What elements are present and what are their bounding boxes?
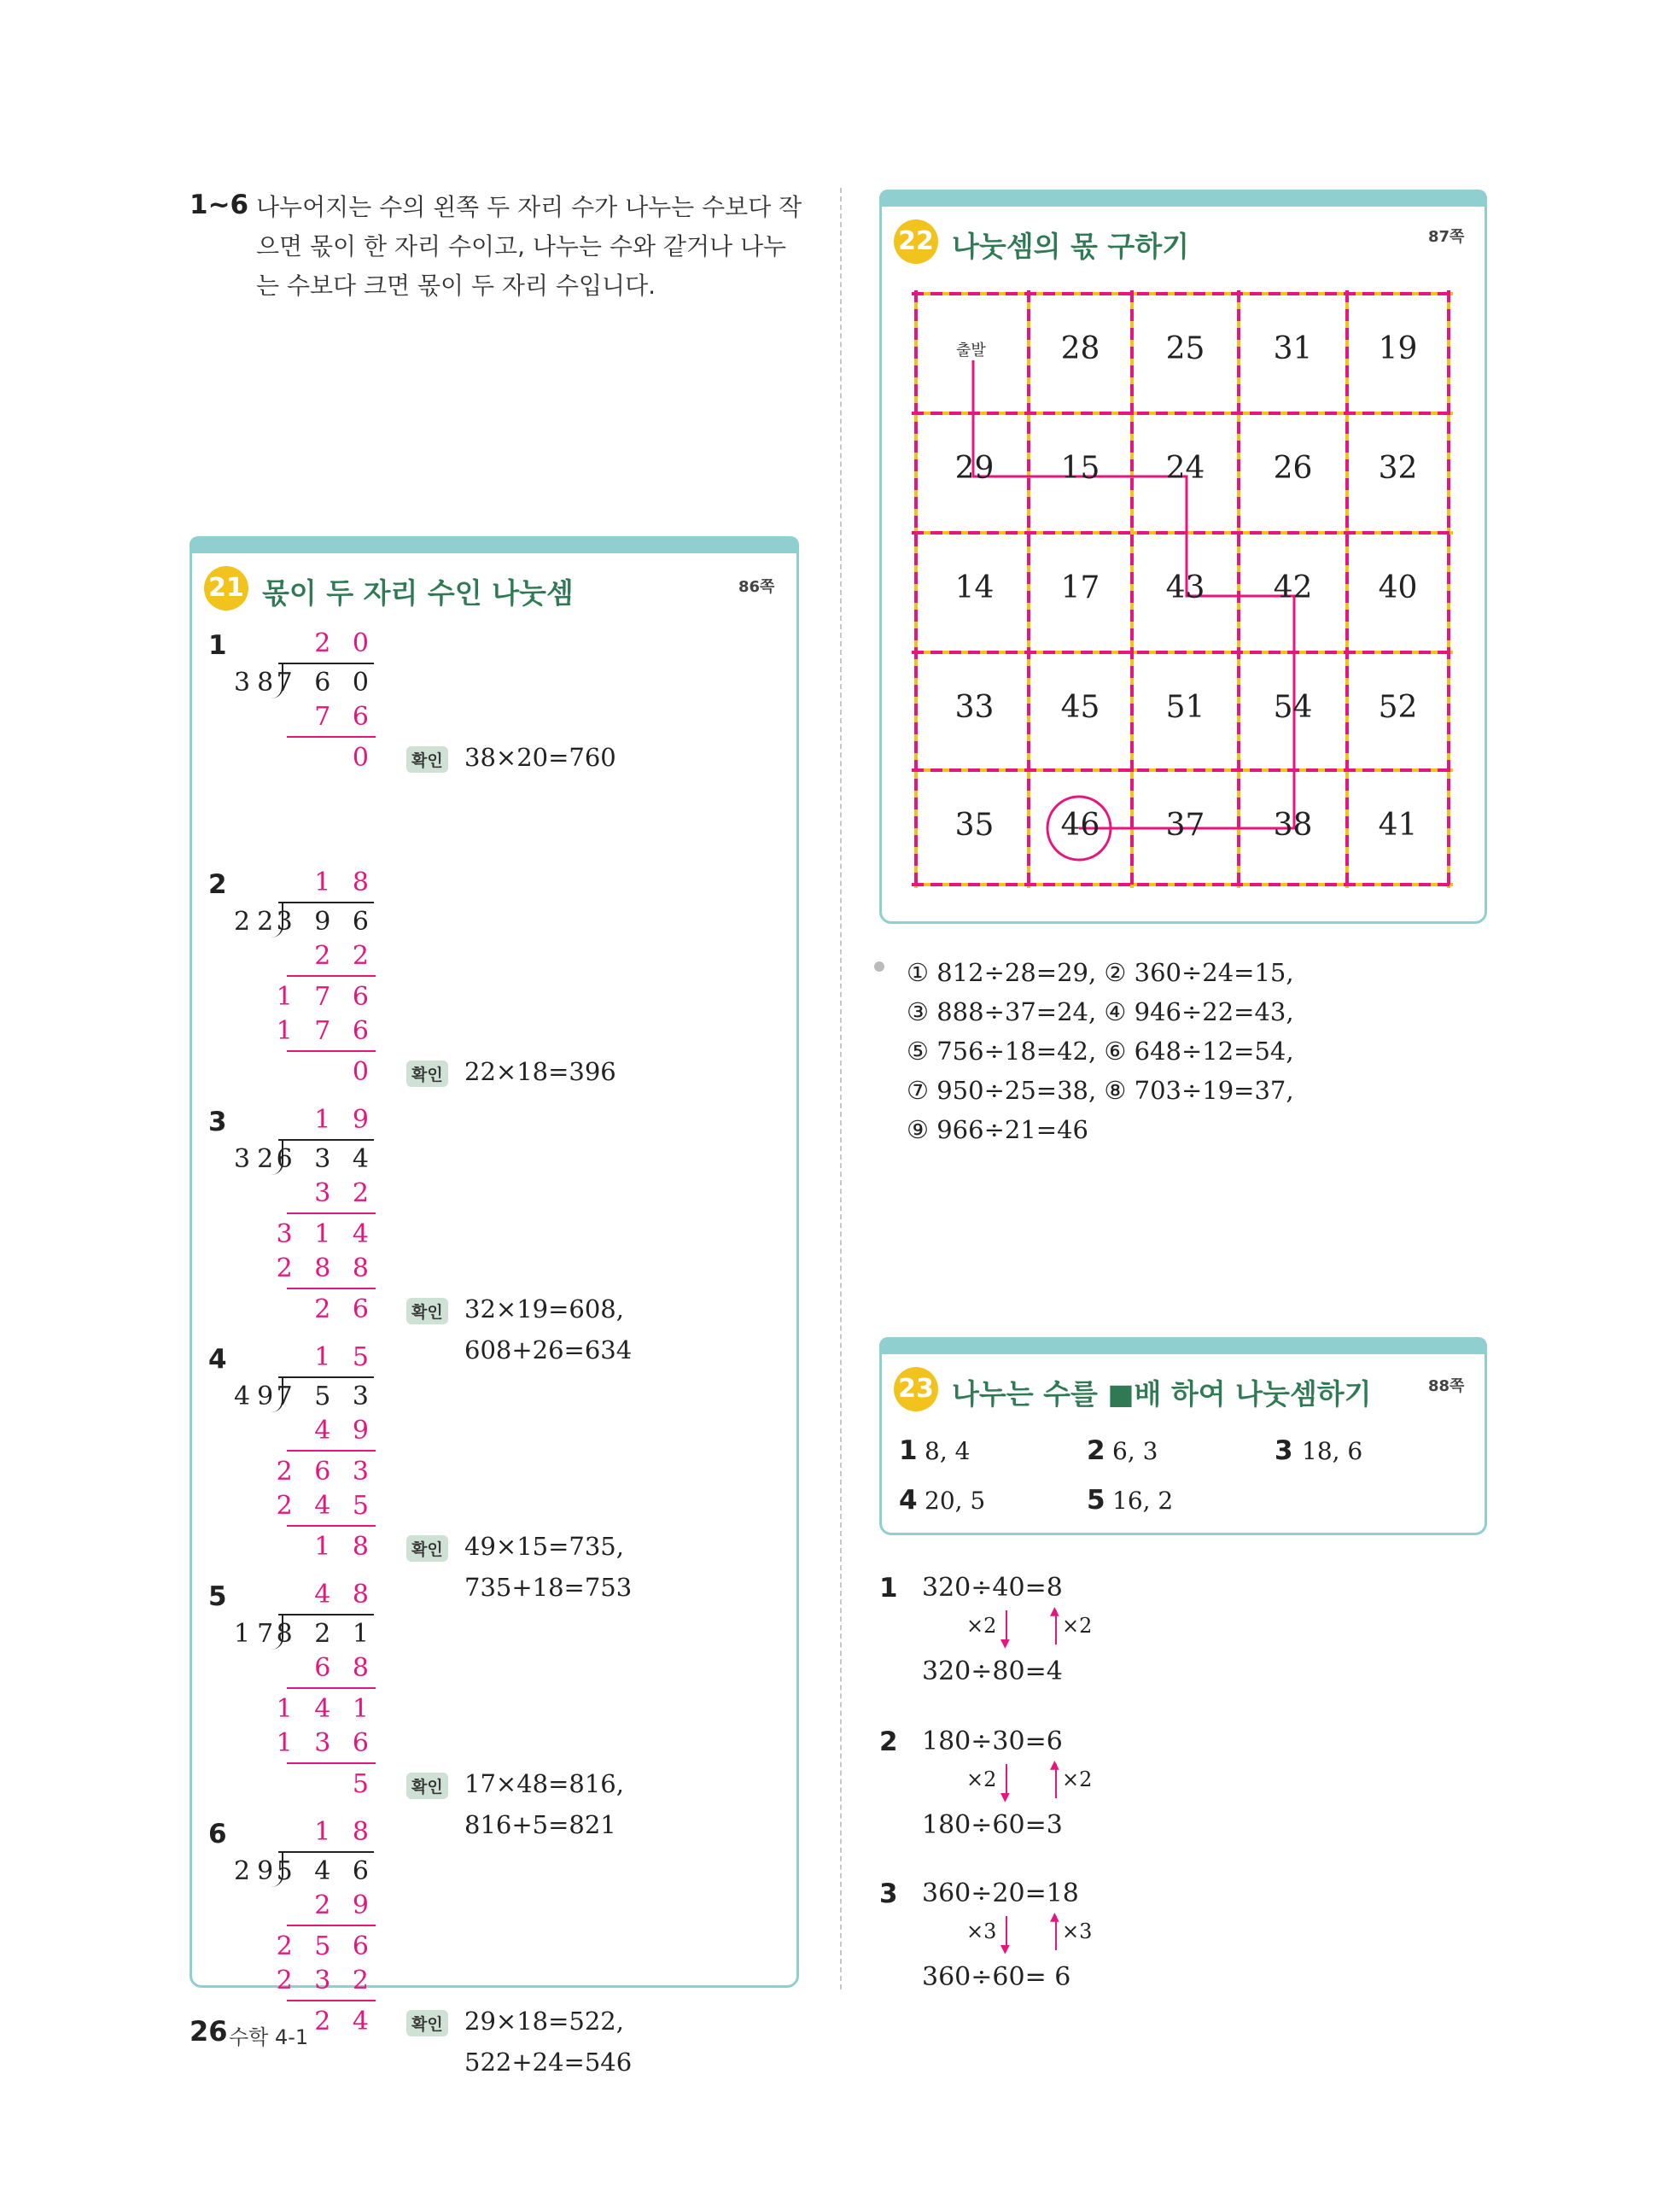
check-badge: 확인 — [406, 1773, 448, 1799]
dividend: 8 2 1 — [276, 1619, 376, 1649]
section-badge: 23 — [894, 1367, 938, 1411]
work-step: 5 — [352, 1769, 376, 1799]
division-bar — [278, 1376, 374, 1378]
quotient: 4 8 — [314, 1580, 376, 1610]
work-step: 0 — [352, 743, 376, 773]
example-top-equation: 180÷30=6 — [922, 1727, 1063, 1756]
answer-line: ⑦ 950÷25=38, ⑧ 703÷19=37, — [907, 1076, 1294, 1105]
work-step: 1 7 6 — [276, 982, 376, 1012]
maze-cell-number: 14 — [954, 570, 995, 605]
work-step: 2 4 — [314, 2007, 376, 2036]
work-step: 2 2 — [314, 941, 376, 971]
maze-cell-number: 25 — [1165, 331, 1205, 366]
step-line — [287, 975, 376, 977]
maze-cell-number: 29 — [954, 451, 995, 486]
right-multiplier: ×2 — [1062, 1767, 1093, 1791]
maze-cell-number: 51 — [1165, 690, 1205, 725]
example-bottom-equation: 360÷60= 6 — [922, 1962, 1071, 1992]
maze-answer-list — [879, 953, 1294, 1149]
step-line — [287, 1762, 376, 1764]
maze-cell-number: 41 — [1378, 808, 1418, 843]
check-equation: 17×48=816, — [464, 1769, 624, 1798]
section-badge: 21 — [204, 566, 248, 611]
arrowhead-down-icon: ▼ — [1000, 1943, 1010, 1956]
step-line — [287, 1687, 376, 1689]
answer-value: 18, 6 — [1302, 1437, 1363, 1465]
step-line — [287, 1450, 376, 1452]
example-bottom-equation: 180÷60=3 — [922, 1810, 1063, 1840]
example-number: 3 — [879, 1878, 898, 1909]
right-multiplier: ×3 — [1062, 1919, 1093, 1943]
dividend: 3 9 6 — [276, 907, 376, 937]
column-divider — [840, 188, 842, 1989]
maze-cell-number: 17 — [1060, 570, 1100, 605]
step-line — [287, 736, 376, 738]
arrowhead-up-icon: ▲ — [1050, 1604, 1059, 1618]
example-number: 1 — [879, 1573, 898, 1604]
page-subject: 수학 4-1 — [229, 2025, 309, 2049]
work-step: 1 7 6 — [276, 1016, 376, 1046]
check-equation: 32×19=608, — [464, 1294, 624, 1323]
quotient: 1 9 — [314, 1105, 376, 1135]
answer-number: 3 — [1275, 1435, 1293, 1466]
problem-number: 6 — [208, 1819, 227, 1849]
example-top-equation: 360÷20=18 — [922, 1878, 1079, 1908]
page-number: 26 — [190, 2015, 228, 2048]
division-bar — [278, 663, 374, 664]
step-line — [287, 1212, 376, 1214]
example-top-equation: 320÷40=8 — [922, 1573, 1063, 1603]
work-step: 2 5 6 — [276, 1931, 376, 1961]
maze-cell-number: 33 — [954, 690, 995, 725]
work-step: 2 4 5 — [276, 1491, 376, 1521]
maze-cell-number: 28 — [1060, 331, 1100, 366]
arrowhead-up-icon: ▲ — [1050, 1910, 1059, 1924]
example-bottom-equation: 320÷80=4 — [922, 1656, 1063, 1686]
work-step: 4 9 — [314, 1416, 376, 1446]
work-step: 2 6 3 — [276, 1457, 376, 1487]
check-badge: 확인 — [406, 1060, 448, 1087]
maze-cell-number: 37 — [1165, 808, 1205, 843]
divisor: 29 — [234, 1856, 281, 1886]
work-step: 1 3 6 — [276, 1728, 376, 1758]
quotient: 1 8 — [314, 868, 376, 897]
answer-value: 20, 5 — [925, 1487, 986, 1515]
answer-value: 16, 2 — [1112, 1487, 1174, 1515]
box-header-bar — [879, 1337, 1487, 1354]
maze-cell-number: 19 — [1378, 331, 1418, 366]
step-line — [287, 1288, 376, 1289]
answer-line: ① 812÷28=29, ② 360÷24=15, — [907, 958, 1294, 987]
check-equation: 38×20=760 — [464, 743, 616, 772]
right-multiplier: ×2 — [1062, 1614, 1093, 1638]
start-label: 출발 — [956, 342, 986, 359]
work-step: 2 9 — [314, 1890, 376, 1920]
section-23-box — [879, 1337, 1487, 1535]
problem-number: 3 — [208, 1107, 227, 1137]
answer-number: 4 — [899, 1485, 918, 1516]
work-step: 3 2 — [314, 1178, 376, 1208]
quotient: 1 8 — [314, 1817, 376, 1847]
section-title: 나눗셈의 몫 구하기 — [952, 230, 1190, 263]
problem-number: 4 — [208, 1344, 227, 1375]
dividend: 7 6 0 — [276, 668, 376, 698]
work-step: 3 1 4 — [276, 1219, 376, 1249]
check-equation: 49×15=735, — [464, 1532, 624, 1561]
check-equation: 735+18=753 — [464, 1573, 633, 1602]
answer-number: 2 — [1087, 1435, 1105, 1466]
box-header-bar — [879, 190, 1487, 207]
problem-number: 2 — [208, 869, 227, 900]
answer-line: ⑤ 756÷18=42, ⑥ 648÷12=54, — [907, 1037, 1294, 1066]
section-title: 나누는 수를 ■배 하여 나눗셈하기 — [952, 1377, 1372, 1411]
divisor: 22 — [234, 907, 281, 937]
division-maze — [912, 290, 1453, 888]
quotient: 1 5 — [314, 1342, 376, 1372]
divisor: 32 — [234, 1144, 281, 1174]
section-badge: 22 — [894, 219, 938, 264]
check-equation: 816+5=821 — [464, 1810, 616, 1839]
intro-range: 1~6 — [190, 190, 249, 220]
work-step: 2 3 2 — [276, 1966, 376, 1995]
page-reference: 87쪽 — [1428, 228, 1465, 246]
division-bar — [278, 1851, 374, 1853]
maze-cell-number: 26 — [1273, 451, 1313, 486]
left-multiplier: ×3 — [966, 1919, 997, 1943]
check-equation: 29×18=522, — [464, 2007, 624, 2036]
box-header-bar — [190, 536, 799, 553]
section-title: 몫이 두 자리 수인 나눗셈 — [262, 576, 574, 610]
check-badge: 확인 — [406, 746, 448, 773]
step-line — [287, 1050, 376, 1052]
arrowhead-down-icon: ▼ — [1000, 1791, 1010, 1804]
check-equation: 608+26=634 — [464, 1335, 633, 1364]
check-badge: 확인 — [406, 1298, 448, 1324]
dividend: 7 5 3 — [276, 1382, 376, 1411]
answer-value: 8, 4 — [925, 1437, 971, 1465]
maze-cell-number: 32 — [1378, 451, 1418, 486]
check-equation: 22×18=396 — [464, 1057, 616, 1086]
divisor: 49 — [234, 1382, 281, 1411]
check-badge: 확인 — [406, 2010, 448, 2036]
quotient: 2 0 — [314, 628, 376, 658]
maze-cell-number: 38 — [1273, 808, 1313, 843]
maze-cell-number: 24 — [1165, 451, 1205, 486]
step-line — [287, 1925, 376, 1926]
maze-cell-number: 35 — [954, 808, 995, 843]
arrowhead-down-icon: ▼ — [1000, 1637, 1010, 1651]
maze-cell-number: 43 — [1165, 570, 1205, 605]
work-step: 0 — [352, 1057, 376, 1087]
division-bar — [278, 1139, 374, 1141]
dividend: 5 4 6 — [276, 1856, 376, 1886]
step-line — [287, 1525, 376, 1527]
answer-number: 1 — [899, 1435, 918, 1466]
arrowhead-up-icon: ▲ — [1050, 1758, 1059, 1772]
division-bar — [278, 1614, 374, 1615]
maze-cell-number: 42 — [1273, 570, 1313, 605]
answer-line: ⑨ 966÷21=46 — [907, 1115, 1088, 1144]
maze-cell-number: 52 — [1378, 690, 1418, 725]
answer-value: 6, 3 — [1112, 1437, 1158, 1465]
maze-cell-number: 45 — [1060, 690, 1100, 725]
divisor: 17 — [234, 1619, 281, 1649]
check-equation: 522+24=546 — [464, 2048, 633, 2077]
dividend: 6 3 4 — [276, 1144, 376, 1174]
maze-cell-number: 46 — [1060, 808, 1100, 843]
answer-line: ③ 888÷37=24, ④ 946÷22=43, — [907, 997, 1294, 1026]
work-step: 2 6 — [314, 1294, 376, 1324]
intro-text: 나누어지는 수의 왼쪽 두 자리 수가 나누는 수보다 작으면 몫이 한 자리 수이고, 나누는 수와 같거나 나누는 수보다 크면 몫이 두 자리 수입니다. — [256, 193, 802, 300]
work-step: 2 8 8 — [276, 1253, 376, 1283]
problem-number: 1 — [208, 630, 227, 661]
left-multiplier: ×2 — [966, 1614, 997, 1638]
page-reference: 88쪽 — [1428, 1377, 1465, 1395]
divisor: 38 — [234, 668, 281, 698]
step-line — [287, 2000, 376, 2001]
problem-number: 5 — [208, 1581, 227, 1612]
page-reference: 86쪽 — [738, 578, 775, 596]
maze-cell-number: 31 — [1273, 331, 1313, 366]
work-step: 7 6 — [314, 702, 376, 732]
maze-cell-number: 40 — [1378, 570, 1418, 605]
division-bar — [278, 902, 374, 903]
left-multiplier: ×2 — [966, 1767, 997, 1791]
maze-cell-number: 15 — [1060, 451, 1100, 486]
work-step: 1 8 — [314, 1532, 376, 1562]
check-badge: 확인 — [406, 1535, 448, 1562]
answer-number: 5 — [1087, 1485, 1105, 1516]
work-step: 1 4 1 — [276, 1694, 376, 1724]
example-number: 2 — [879, 1727, 898, 1757]
work-step: 6 8 — [314, 1653, 376, 1683]
maze-cell-number: 54 — [1273, 690, 1313, 725]
